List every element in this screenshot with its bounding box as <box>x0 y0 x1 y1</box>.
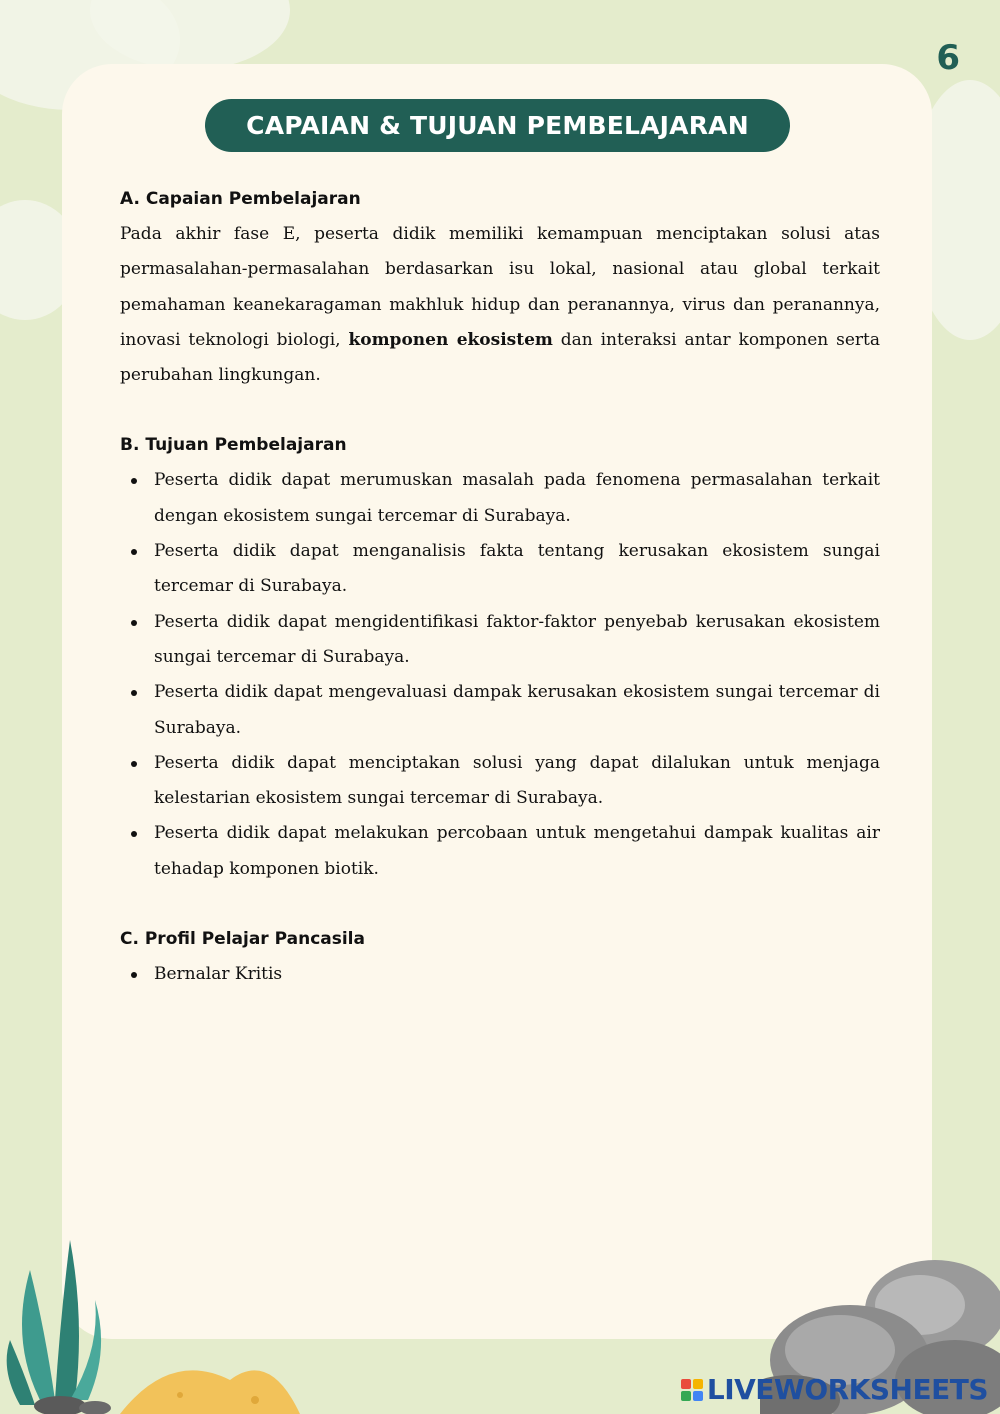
page-number: 6 <box>936 38 960 78</box>
list-item <box>120 816 880 887</box>
list-item <box>120 463 880 534</box>
learning-objectives-list <box>120 463 880 887</box>
section-a-paragraph <box>120 217 880 393</box>
title-banner <box>205 99 790 152</box>
section-a-text: Pada akhir fase E, peserta didik memiliki kemampuan menciptakan solusi atas permasalahan-permasalahan berdasarkan isu lokal, nasional atau global terkait pemahaman keanekaragaman makhluk hidup dan peranannya, virus dan peranannya, inovasi teknologi biologi, <box>120 224 880 350</box>
list-item-text: Peserta didik dapat menganalisis fakta tentang kerusakan ekosistem sungai tercemar di Surabaya. <box>154 541 880 597</box>
list-item <box>120 534 880 605</box>
section-a-bold-text: komponen ekosistem <box>348 329 553 350</box>
list-item <box>120 746 880 817</box>
bullet-icon <box>131 972 137 978</box>
section-a-heading: A. Capaian Pembelajaran <box>120 189 361 209</box>
list-item-text: Peserta didik dapat melakukan percobaan untuk mengetahui dampak kualitas air tehadap komponen biotik. <box>154 823 880 879</box>
content-body <box>120 182 880 992</box>
list-item-text: Peserta didik dapat mengidentifikasi faktor-faktor penyebab kerusakan ekosistem sungai tercemar di Surabaya. <box>154 611 880 667</box>
bullet-icon <box>131 831 137 837</box>
liveworksheets-logo-icon <box>681 1379 703 1401</box>
page-title: CAPAIAN & TUJUAN PEMBELAJARAN <box>246 111 749 140</box>
bullet-icon <box>131 690 137 696</box>
bullet-icon <box>131 620 137 626</box>
bullet-icon <box>131 478 137 484</box>
list-item-text: Bernalar Kritis <box>154 964 283 985</box>
profile-list <box>120 957 880 992</box>
list-item-text: Peserta didik dapat mengevaluasi dampak kerusakan ekosistem sungai tercemar di Surabaya. <box>154 682 880 738</box>
list-item <box>120 957 880 992</box>
section-b-heading: B. Tujuan Pembelajaran <box>120 435 347 456</box>
list-item <box>120 675 880 746</box>
list-item <box>120 605 880 676</box>
seaweed-illustration <box>0 1230 320 1414</box>
section-c-heading: C. Profil Pelajar Pancasila <box>120 929 365 950</box>
bullet-icon <box>131 549 137 555</box>
list-item-text: Peserta didik dapat merumuskan masalah pada fenomena permasalahan terkait dengan ekosistem sungai tercemar di Surabaya. <box>154 470 880 526</box>
section-a-text-end: dan interaksi antar komponen serta perubahan lingkungan. <box>120 329 880 386</box>
watermark-text: LIVEWORKSHEETS <box>706 1373 988 1406</box>
bullet-icon <box>131 761 137 767</box>
liveworksheets-watermark <box>681 1373 988 1406</box>
list-item-text: Peserta didik dapat menciptakan solusi yang dapat dilalukan untuk menjaga kelestarian ekosistem sungai tercemar di Surabaya. <box>154 752 880 809</box>
